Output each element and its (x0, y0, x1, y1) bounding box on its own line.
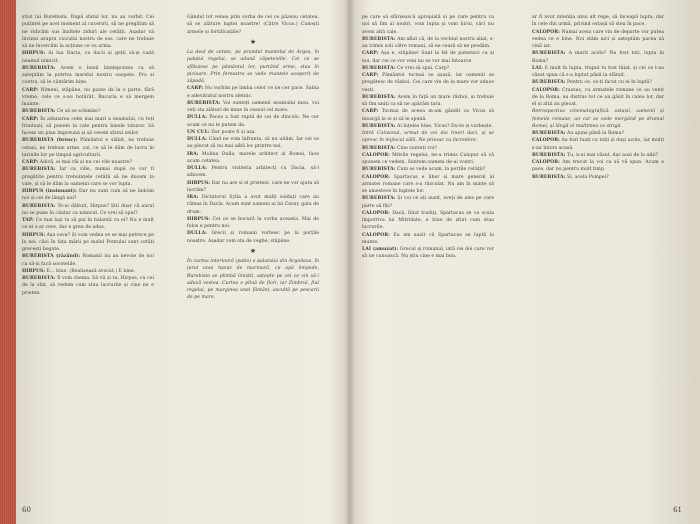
dialogue-line (187, 194, 319, 216)
speaker-name: BUREBISTA: (22, 203, 56, 209)
dialogue-text: Molina Dulla, marele arhitect al Romei, face acum cetatea. (187, 151, 319, 164)
dialogue-line (362, 36, 494, 51)
dialogue-text: Și, acela Pompei? (565, 174, 609, 180)
dialogue-text: Voi sunteți oamenii neamului meu, voi veți sta alături de mine în ceasul cel mare. (187, 100, 319, 113)
stage-direction: Retrospectiva cinematografică: ostașii, oamenii și femeile romane, un car se vede mergând pe drumul Romei, și lângă el mulțimea ce strigă. (532, 109, 664, 129)
dialogue-line (187, 129, 319, 136)
dialogue-line (532, 65, 664, 80)
right-column-2 (532, 14, 664, 504)
dialogue-text: Iar ca ville, numai după ce vor fi pregătite pentru trebuințele cetății să ne ducem la vale, și să le dăm la oamenii care se vor lupta. (22, 167, 154, 187)
dialogue-text: Avem o bună înțelepciune ca să așteptăm la potriva marelui nostru oaspete. Pro și contra, să le cântărim bine. (22, 65, 154, 86)
dialogue-line (362, 166, 494, 173)
speaker-name: IRA: (187, 151, 199, 157)
speaker-name: BUREBISTA: (532, 80, 566, 86)
speaker-name: CARP: (22, 116, 39, 122)
speaker-name: CARP: (362, 109, 379, 115)
speaker-name: HIRPUS: (187, 180, 211, 186)
dialogue-line (362, 195, 494, 210)
speaker-name: CALOPOR: (362, 232, 390, 238)
dialogue-line (362, 72, 494, 94)
dialogue-line (22, 217, 154, 232)
dialogue-text: Dar nu sunt cum să ne îndoim noi și cei de lângă noi? (22, 189, 154, 202)
dialogue-line (362, 123, 494, 130)
speaker-name: LAI: (532, 65, 543, 71)
dialogue-text: Așa ceva? Și vom vedea ce se mai petrece pe la noi, căci în fața mării pe malul Pontului sunt cetăți grecești bogate. (22, 232, 154, 252)
speaker-name: BUREBISTA (râzând): (22, 254, 81, 260)
dialogue-text: A murit acolo? Nu fost toți, lupta în Roma? (532, 51, 664, 64)
speaker-name: BUREBISTA: (532, 174, 566, 180)
dialogue-line (22, 268, 154, 275)
dialogue-line (362, 65, 494, 72)
dialogue-text: Pământul e slăbit, ne trebuie ostași, ne trebuie arme, cai, ce să le dăm de lucru în țarinile lor pe timpul agriculturii. (22, 138, 154, 158)
dialogue-text: Dar nu are și el prieteni, care ne vor ajuta să lucrăm? (187, 180, 319, 193)
speaker-name: BUREBISTA: (362, 123, 396, 129)
speaker-name: CALOPOR: (362, 174, 390, 180)
dialogue-line (22, 50, 154, 65)
dialogue-text: Au ajuns până la Roma? (565, 131, 625, 136)
dialogue-text: Avem în faţă un mare război, și trebuie să fim uniți ca să ne apărăm țara. (362, 94, 494, 107)
speaker-name: BUREBISTA: (22, 276, 56, 281)
dialogue-text: Ai lua Dacia, ca dacii și geții să-și vadă neamul nimicit. (22, 51, 154, 64)
body-paragraph: Gândul tot venea prin vorba de cei ce păzeau cetatea, să se alăture luptei noastre! (Către Vicus.) Cunoști armele și fortificațiile? (187, 15, 319, 35)
dialogue-text: Tocmai de aceea m-am gândit ca Vicus să meargă la ei și să le spună. (362, 109, 494, 122)
dialogue-line (187, 85, 319, 100)
speaker-name: TAP: (22, 218, 34, 223)
dialogue-text: Pentru ce, ce-ți facut cu ei în luptă? (565, 80, 652, 86)
speaker-name: BUREBISTA: (362, 196, 396, 202)
speaker-name: DULLA: (187, 166, 208, 171)
speaker-name: BUREBISTA (brusc): (22, 138, 78, 144)
dialogue-text: Dictatorul Sylla a avut mulți soldați care au rămas în Dacia. Acum sunt oameni ai lui Cezar, gata de drum. (187, 195, 319, 215)
dialogue-text: Cei ce se bucură la vorba aceasta. Mai de folos e pentru noi. (187, 216, 319, 229)
dialogue-text: Spartacus e liber și mare general al armatei romane care s-a răsculat. Nu am în minte să se amestece în luptele lor. (362, 174, 494, 194)
speaker-name: CARP: (362, 73, 379, 78)
body-paragraph: pe care să sfârșească apropiată și pe care pentru ca noi să fim ai noștri, vom lupta și vom birui, căci nu avem altă cale. (362, 15, 494, 35)
page-edge-strip (0, 0, 16, 524)
dialogue-line (532, 79, 664, 86)
section-separator-star-icon: ★ (249, 37, 257, 46)
speaker-name: HIRPUS: (187, 216, 211, 222)
speaker-name: HIRPUS (insinuant): (22, 189, 77, 194)
speaker-name: BUREBISTA: (532, 152, 566, 158)
speaker-name: CARP: (362, 51, 379, 57)
dialogue-line (532, 159, 664, 174)
speaker-name: BUREBISTA: (362, 94, 396, 100)
dialogue-text: Grecul și romanul, iată cei doi care vor să ne cunoască. Nu știu cine e mai bun. (362, 247, 494, 260)
speaker-name: BUREBISTA: (22, 109, 56, 115)
speaker-name: CALOPOR: (532, 138, 560, 144)
dialogue-text: Dacă, fiind tradiţi, Spartacus se va scula împotriva lui Mitridate, e bine de știut cum stau lucrurile. (362, 210, 494, 231)
dialogue-text: Pentru vistieria arhitecți cu Dacia, să-l aducem. (187, 166, 319, 179)
dialogue-line (22, 232, 154, 254)
dialogue-text: Te-ai dăltuit, Hirpus? Știi doar că aurul nu se pune în cântar ca nimicul. Ce vrei să spui? (22, 203, 154, 216)
stage-direction: Intră Cotisonul, urmat de cei doi tineri daci, și se opresc în mijlocul sălii. Ne privesc cu încredere. (362, 131, 494, 144)
dialogue-line (187, 136, 319, 151)
right-column-1 (362, 14, 494, 504)
dialogue-text: Romanii nu au nevoie de noi ca să-și facă socotelile. (22, 254, 154, 267)
speaker-name: HIRPUS: (22, 51, 46, 57)
dialogue-text: Grecii și romanii vorbesc pe la porțile noastre. Așadar vom sta de veghe, stăpâne. (187, 231, 319, 244)
dialogue-line (532, 152, 664, 159)
dialogue-line (187, 216, 319, 231)
dialogue-line (22, 87, 154, 109)
dialogue-text: Ai înțeles bine, Vicus? Du-te și vorbește. (395, 123, 493, 129)
dialogue-line (362, 108, 494, 123)
dialogue-line (22, 188, 154, 203)
dialogue-line (187, 165, 319, 180)
dialogue-line (22, 275, 154, 297)
speaker-name: CALOPOR: (362, 152, 390, 158)
speaker-name: BUREBISTA: (532, 51, 566, 57)
stage-direction: La deal de cetate, pe prundul muntelui de Argeș, în palatul regelui, se adună căpeteniile. Cei ce se sfătuiesc pe pământul lor, purtând arme, stau în picioare. Prin fereastra se vede muntele acoperit de zăpadă. (187, 50, 319, 84)
dialogue-text: Crassus, cu armatele romane ce au venit de la Roma, au distrus tot ce au găsit în calea lor, dar el și alții au plecat. (532, 87, 664, 107)
dialogue-text: Îl vom chema. Să vii și tu, Hirpus, cu cei de la sfat, să vedem cum stau lucrurile și cine ne e prieten. (22, 276, 154, 296)
dialogue-line (22, 253, 154, 268)
dialogue-line (532, 29, 664, 51)
dialogue-line (22, 65, 154, 87)
dialogue-text: Pacea a fost ruptă de cei de dincolo. Ne cer acum ce nu le putem da. (187, 115, 319, 128)
dialogue-line (22, 203, 154, 218)
dialogue-text: Am aflat că, de la vechiul nostru aliat, s-au trimis soli către romani, să ne ceară să ne predăm. (362, 36, 494, 49)
speaker-name: DULLA: (187, 137, 208, 142)
dialogue-line (22, 116, 154, 138)
dialogue-line (532, 50, 664, 65)
speaker-name: BUREBISTA: (187, 100, 221, 106)
dialogue-text: Cine sunteți voi? (395, 145, 437, 151)
dialogue-line (532, 130, 664, 137)
dialogue-text: Așa e, stăpâne! Sunt la fel de puternici ca și noi, dar cei ce vor veni nu se vor mai întoarce. (362, 51, 494, 64)
dialogue-text: Ce mai lași tu să pui în balanță cu ei? Nu e mult ce ni s-ar cere, dar e greu de adus. (22, 218, 154, 231)
dialogue-text: Eu am auzit că Spartacus se luptă la munte. (362, 232, 494, 245)
dialogue-line (187, 151, 319, 166)
dialogue-line (187, 114, 319, 129)
dialogue-text: Dar poate fi și așa. (209, 129, 257, 135)
dialogue-line (187, 230, 319, 245)
speaker-name: BUREBISTA: (22, 167, 56, 173)
dialogue-line (532, 174, 664, 181)
speaker-name: BUREBISTA: (362, 65, 396, 71)
section-separator-star-icon: ★ (249, 246, 257, 255)
dialogue-text: Numai aceia care vin de departe vor putea vedea ce e bine. Noi stăm aici și așteptăm pacea să vină iar. (532, 29, 664, 49)
dialogue-line (362, 210, 494, 232)
dialogue-line (187, 180, 319, 195)
dialogue-line (22, 137, 154, 159)
body-paragraph: ar fi avut intenția unui alt rege, să înceapă lupta; dar în cele din urmă, privind ostașii să stea în pace. (532, 15, 664, 28)
dialogue-line (362, 145, 494, 152)
dialogue-line (22, 108, 154, 115)
speaker-name: CALOPOR: (362, 210, 390, 216)
page-number-left: 60 (22, 506, 31, 514)
speaker-name: BUREBISTA: (362, 36, 396, 42)
speaker-name: DULLA: (187, 115, 208, 121)
dialogue-line (532, 137, 664, 152)
dialogue-text: Mitrile regelui, ne-a trimis Calopor să vă spunem ce vedem. Suntem oameni de-ai voștri. (362, 152, 494, 165)
page-number-right: 61 (673, 506, 682, 514)
dialogue-line (362, 246, 494, 261)
dialogue-text: Ce să se schimbe? (55, 109, 101, 115)
dialogue-text: Am trecut la voi ca să vă spun. Acum e pace, dar nu pentru mult timp. (532, 160, 664, 173)
left-column-2 (187, 14, 319, 504)
dialogue-text: Adică, ei mai răi și nu cei vile noastre? (38, 160, 132, 165)
dialogue-text: Și voi ce ați auzit, aveți de ales pe care parte să fiți? (362, 196, 494, 209)
speaker-name: CALOPOR: (532, 29, 560, 35)
dialogue-text: Pământul tocmai se așază, iar oamenii se pregătesc de război. Cei care vin de la mare vor aduce vești. (362, 73, 494, 93)
dialogue-line (532, 87, 664, 109)
speaker-name: IRA: (187, 195, 199, 200)
dialogue-text: În adunarea celei mai mari a neamului, cu toți fruntașii, să punem la cale pentru binele tuturor. Să facem un plan împreună și să cerem sfatul zeilor. (22, 116, 154, 136)
speaker-name: CARP: (22, 160, 39, 165)
left-column-1 (22, 14, 154, 504)
body-paragraph: știut lui Burebista. După sfatul lor, nu au vorbit. Cei puțintel pe acel moment al cuceririi, să ne pregătim să ne ridicăm sus înaltele ziduri ale cetății. Așadar vă învinui asupra ciocului nostru de sus, care ne trebuie să ne încercăm la acțiune ce va urma. (22, 15, 154, 49)
dialogue-text: Nimeni, stăpâne, nu poate da la o parte, fără vreme, cele ce s-au hotărât. Bucuria e să mergem înainte. (22, 87, 154, 107)
speaker-name: BUREBISTA: (532, 131, 566, 136)
speaker-name: CALOPOR: (532, 87, 560, 93)
dialogue-text: Tu, n-ai mai văzut, dar auzi de la alții? (565, 152, 659, 158)
speaker-name: CARP: (187, 86, 204, 92)
speaker-name: BUREBISTA: (362, 167, 396, 173)
speaker-name: HIRPUS: (22, 232, 46, 238)
speaker-name: CALOPOR: (532, 160, 560, 165)
speaker-name: LAI (amuzat): (362, 247, 399, 252)
speaker-name: DULLA: (187, 231, 208, 237)
speaker-name: BUREBISTA: (22, 65, 56, 71)
right-page (350, 0, 700, 524)
dialogue-line (22, 159, 154, 166)
dialogue-line (362, 50, 494, 65)
dialogue-text: Au fost luați cu toții și duși acolo, iar mulți s-au întors acasă. (532, 138, 664, 151)
speaker-name: UN CUL: (187, 129, 210, 135)
dialogue-line (22, 166, 154, 188)
speaker-name: CARP: (22, 87, 39, 93)
dialogue-text: E... bine. (Realizează avocat.) E bine. (45, 268, 136, 274)
dialogue-text: Cum se vede acum, la porțile cetății? (395, 167, 486, 173)
speaker-name: HIRPUS: (22, 268, 46, 274)
dialogue-line (187, 100, 319, 115)
dialogue-text: E mult în lupta, trupul tu fost tăiat, și cei ce l-au văzut spun că s-a luptat până la sfârșit. (532, 65, 664, 78)
dialogue-line (362, 152, 494, 167)
stage-direction: În curtea interioară (patio) a palatului din Argedava, în jurul unui havuz de marmură, cu apă limpede, Burebista se plimbă liniștit, aștepte pe cei ce vin să-i aducă vestea. Curtea e plină de flori, iar Zimbrul, fiul regelui, pe marginea unei fântâni, ascultă pe pescarii de pe mare. (187, 259, 319, 301)
dialogue-line (362, 174, 494, 196)
speaker-name: BUREBISTA: (362, 145, 396, 151)
dialogue-line (362, 232, 494, 247)
dialogue-text: Când ne vom înfrunta, să nu uităm. Iar cei ce au plecat să nu mai aibă loc printre noi. (187, 137, 319, 150)
dialogue-text: Nu vorbim pe limba celor ce ne cer pace. Sabia e adevăratul nostru sfetnic. (187, 86, 319, 99)
dialogue-line (362, 94, 494, 109)
dialogue-text: Ce vrei să spui, Carp? (395, 65, 450, 71)
